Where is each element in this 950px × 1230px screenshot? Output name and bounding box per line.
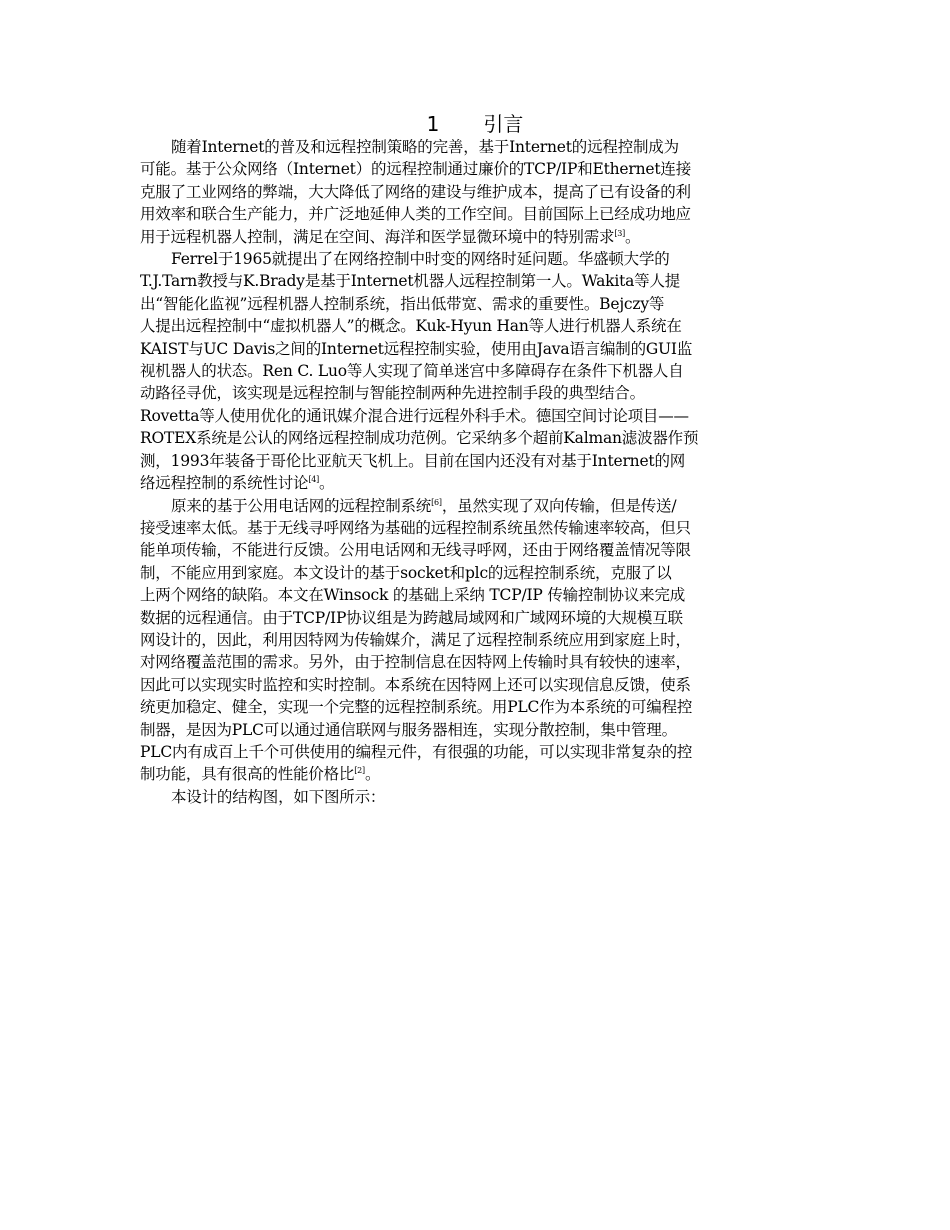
text-line [140, 763, 810, 785]
text-line: 随着Internet的普及和远程控制策略的完善，基于Internet的远程控制成为 [171, 138, 679, 156]
text-fragment: 用于远程机器人控制，满足在空间、海洋和医学显微环境中的特别需求 [140, 227, 615, 246]
text-fragment: 。 [364, 765, 381, 784]
text-line: 数据的远程通信。由于TCP/IP协议组是为跨越局域网和广域网环境的大规模互联 [140, 608, 683, 627]
text-line: PLC内有成百上千个可供使用的编程元件，有很强的功能，可以实现非常复杂的控 [140, 742, 693, 761]
paragraph-2 [140, 248, 810, 494]
text-line: 出“智能化监视”远程机器人控制系统，指出低带宽、需求的重要性。Bejczy等 [140, 294, 665, 313]
text-line: 制器，是因为PLC可以通过通信联网与服务器相连，实现分散控制，集中管理。 [140, 720, 677, 739]
section-number: 1 [426, 112, 440, 136]
text-line: 统更加稳定、健全，实现一个完整的远程控制系统。用PLC作为本系统的可编程控 [140, 698, 693, 717]
text-line [140, 495, 810, 517]
text-line: 人提出远程控制中“虚拟机器人”的概念。Kuk-Hyun Han等人进行机器人系统在 [140, 317, 682, 336]
text-line: 能单项传输，不能进行反馈。公用电话网和无线寻呼网，还由于网络覆盖情况等限 [140, 541, 691, 560]
text-line: 动路径寻优，该实现是远程控制与智能控制两种先进控制手段的典型结合。 [140, 384, 645, 403]
text-fragment: ，虽然实现了双向传输，但是传送/ [441, 496, 677, 515]
text-fragment: 。 [625, 227, 641, 246]
text-line: 网设计的，因此，利用因特网为传输媒介，满足了远程控制系统应用到家庭上时， [140, 630, 691, 649]
text-line [140, 472, 810, 494]
text-line: Ferrel于1965就提出了在网络控制中时变的网络时延问题。华盛顿大学的 [171, 250, 670, 269]
text-line: 克服了工业网络的弊端，大大降低了网络的建设与维护成本，提高了已有设备的利 [140, 182, 691, 201]
text-line: 因此可以实现实时监控和实时控制。本系统在因特网上还可以实现信息反馈，使系 [140, 675, 691, 694]
text-fragment: 。 [319, 474, 335, 493]
text-fragment: 原来的基于公用电话网的远程控制系统 [171, 496, 432, 515]
paragraph-1 [140, 136, 810, 248]
section-heading [140, 110, 810, 138]
body-text [140, 136, 810, 808]
text-line: KAIST与UC Davis之间的Internet远程控制实验，使用由Java语言编制的GUI监 [140, 339, 693, 358]
text-line: T.J.Tarn教授与K.Brady是基于Internet机器人远程控制第一人。Wakita等人提 [140, 272, 681, 291]
section-title: 引言 [483, 112, 524, 136]
text-line [140, 226, 810, 248]
citation: [6] [431, 497, 442, 507]
text-line: Rovetta等人使用优化的通讯媒介混合进行远程外科手术。德国空间讨论项目—— [140, 406, 689, 425]
text-line: 本设计的结构图，如下图所示： [171, 787, 386, 806]
text-line: 对网络覆盖范围的需求。另外，由于控制信息在因特网上传输时具有较快的速率， [140, 653, 691, 672]
citation: [4] [308, 474, 320, 484]
text-line: 测，1993年装备于哥伦比亚航天飞机上。目前在国内还没有对基于Internet的网 [140, 451, 686, 470]
text-line: ROTEX系统是公认的网络远程控制成功范例。它采纳多个超前Kalman滤波器作预 [140, 429, 699, 448]
text-line: 用效率和联合生产能力，并广泛地延伸人类的工作空间。目前国际上已经成功地应 [140, 205, 691, 224]
text-line: 上两个网络的缺陷。本文在Winsock 的基础上采纳 TCP/IP 传输控制协议来完成 [140, 586, 686, 605]
citation: [2] [354, 766, 365, 776]
citation: [3] [614, 228, 626, 238]
paragraph-3 [140, 495, 810, 786]
text-line: 可能。基于公众网络（Internet）的远程控制通过廉价的TCP/IP和Ethernet连接 [140, 160, 691, 179]
paragraph-4 [140, 786, 810, 808]
text-fragment: 络远程控制的系统性讨论 [140, 474, 309, 493]
text-fragment: 制功能，具有很高的性能价格比 [140, 765, 355, 784]
text-line: 接受速率太低。基于无线寻呼网络为基础的远程控制系统虽然传输速率较高，但只 [140, 518, 691, 537]
text-line: 制，不能应用到家庭。本文设计的基于socket和plc的远程控制系统，克服了以 [140, 563, 672, 582]
text-line: 视机器人的状态。Ren C. Luo等人实现了简单迷宫中多障碍存在条件下机器人自 [140, 362, 684, 381]
